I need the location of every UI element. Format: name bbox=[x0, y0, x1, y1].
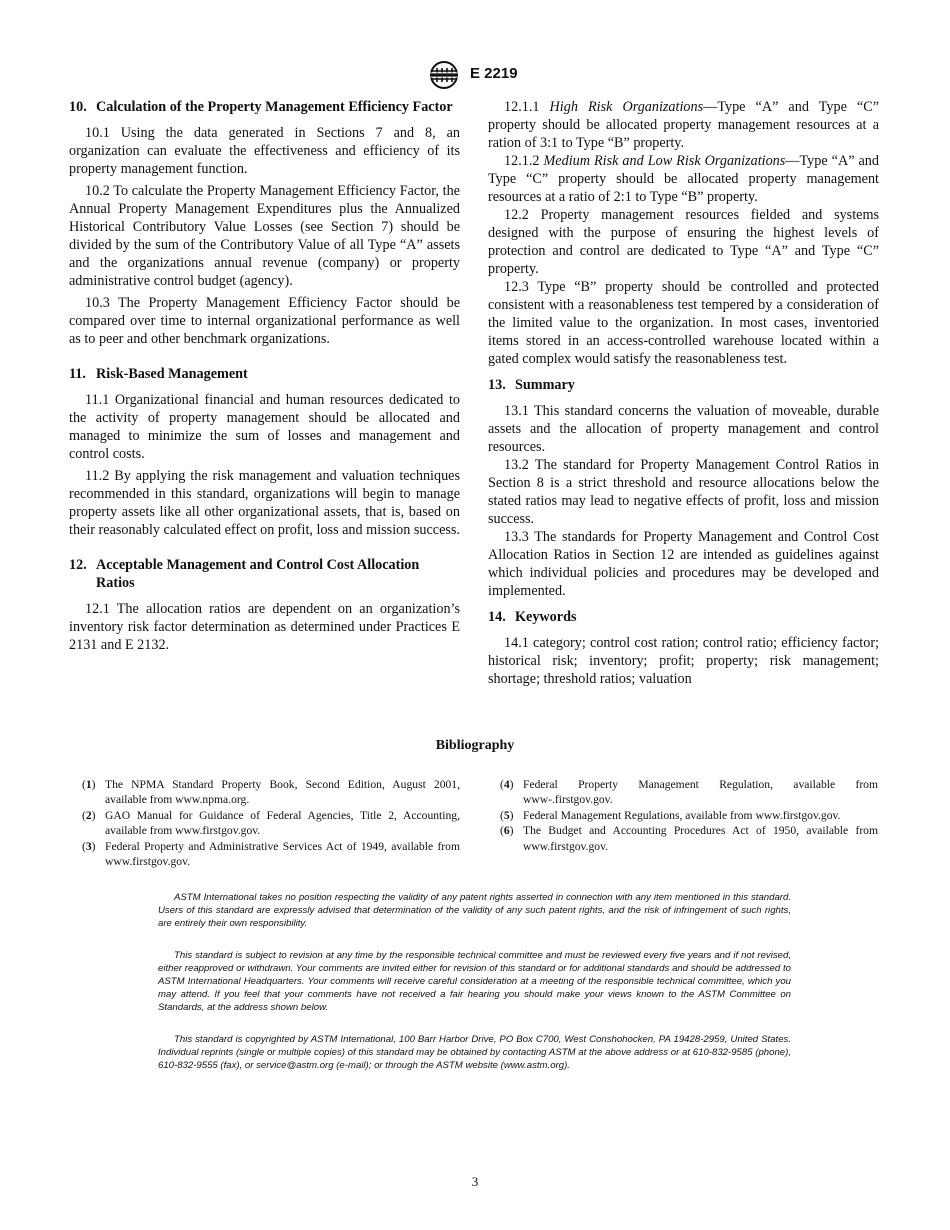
paragraph-12-1-2: 12.1.2 Medium Risk and Low Risk Organizations—Type “A” and Type “C” property should be allocated property management resources at a ratio of 2:1 to Type “B” property. bbox=[488, 153, 879, 205]
section-14-heading: 14. Keywords bbox=[488, 609, 577, 625]
section-10-heading: 10. Calculation of the Property Management Efficiency Factor bbox=[69, 99, 453, 115]
section-11-heading: 11. Risk-Based Management bbox=[69, 366, 248, 382]
paragraph-11-2: 11.2 By applying the risk management and valuation techniques recommended in this standard, organizations will begin to manage property assets like all other organizational assets, that is, based on their reasonably calculated effect on profit, loss and mission success. bbox=[69, 468, 460, 538]
page-number: 3 bbox=[471, 1174, 479, 1189]
paragraph-10-1: 10.1 Using the data generated in Sections 7 and 8, an organization can evaluate the effectiveness and efficiency of its property management function. bbox=[69, 125, 460, 177]
paragraph-14-1: 14.1 category; control cost ration; control ratio; efficiency factor; historical risk; inventory; profit; property; risk management; shortage; threshold ratios; valuation bbox=[488, 635, 879, 687]
bibliography-item: (6) The Budget and Accounting Procedures Act of 1950, available from www.firstgov.gov. bbox=[500, 824, 878, 853]
section-13-heading: 13. Summary bbox=[488, 377, 575, 393]
bibliography-item: (4) Federal Property Management Regulation, available from www-.firstgov.gov. bbox=[500, 778, 878, 807]
paragraph-13-3: 13.3 The standards for Property Management and Control Cost Allocation Ratios in Section 12 are intended as guidelines against which individual policies and procedures may be developed and implemented. bbox=[488, 529, 879, 599]
paragraph-12-3: 12.3 Type “B” property should be controlled and protected consistent with a reasonableness test tempered by a consideration of the limited value to the organization. In most cases, inventoried items stored in an access-controlled warehouse located within a gated complex would satisfy the reasonableness test. bbox=[488, 279, 879, 367]
standard-designation: E 2219 bbox=[470, 65, 518, 82]
right-column bbox=[488, 98, 879, 688]
patent-notice: ASTM International takes no position respecting the validity of any patent rights asserted in connection with any item mentioned in this standard. Users of this standard are expressly advised that determination of the validity of any such patent rights, and the risk of infringement of such rights, are entirely their own responsibility. bbox=[158, 892, 791, 929]
bibliography-right-column bbox=[500, 777, 878, 854]
section-12-heading: 12. Acceptable Management and Control Cost Allocation Ratios bbox=[69, 557, 420, 591]
paragraph-12-1: 12.1 The allocation ratios are dependent on an organization’s inventory risk factor determination as determined under Practices E 2131 and E 2132. bbox=[69, 601, 460, 653]
paragraph-11-1: 11.1 Organizational financial and human resources dedicated to the activity of property management should be allocated and managed to minimize the sum of losses and management and control costs. bbox=[69, 392, 460, 462]
revision-notice: This standard is subject to revision at any time by the responsible technical committee and must be reviewed every five years and if not revised, either reapproved or withdrawn. Your comments are invited either for revision of this standard or for additional standards and should be addressed to ASTM International Headquarters. Your comments will receive careful consideration at a meeting of the responsible technical committee, which you may attend. If you feel that your comments have not received a fair hearing you should make your views known to the ASTM Committee on Standards, at the address shown below. bbox=[158, 950, 791, 1013]
paragraph-13-1: 13.1 This standard concerns the valuation of moveable, durable assets and the allocation of property management and control resources. bbox=[488, 403, 879, 455]
paragraph-12-1-1: 12.1.1 High Risk Organizations—Type “A” and Type “C” property should be allocated property management resources at a ration of 3:1 to Type “B” property. bbox=[488, 99, 879, 151]
bibliography-item: (3) Federal Property and Administrative Services Act of 1949, available from www.firstgov.gov. bbox=[82, 839, 460, 869]
left-column bbox=[69, 98, 460, 654]
bibliography-item: (1) The NPMA Standard Property Book, Second Edition, August 2001, available from www.npma.org. bbox=[82, 778, 460, 807]
bibliography-left-column bbox=[82, 777, 460, 869]
copyright-notice: This standard is copyrighted by ASTM International, 100 Barr Harbor Drive, PO Box C700, West Conshohocken, PA 19428-2959, United States. Individual reprints (single or multiple copies) of this standard may be obtained by contacting ASTM at the above address or at 610-832-9585 (phone), 610-832-9555 (fax), or service@astm.org (e-mail); or through the ASTM website (www.astm.org). bbox=[158, 1034, 791, 1071]
bibliography-item: (2) GAO Manual for Guidance of Federal Agencies, Title 2, Accounting, available from www.firstgov.gov. bbox=[82, 808, 460, 838]
page-header bbox=[0, 60, 950, 90]
astm-logo-icon bbox=[426, 60, 462, 90]
paragraph-12-2: 12.2 Property management resources fielded and systems designed with the purpose of ensuring the highest levels of protection and control are dedicated to Type “A” and Type “C” property. bbox=[488, 207, 879, 277]
paragraph-13-2: 13.2 The standard for Property Management Control Ratios in Section 8 is a strict threshold and resource allocations below the stated ratios may lead to negative effects of profit, loss and mission success. bbox=[488, 457, 879, 527]
bibliography-heading: Bibliography bbox=[435, 738, 515, 753]
paragraph-10-3: 10.3 The Property Management Efficiency Factor should be compared over time to internal organizational performance as well as to peer and other benchmark organizations. bbox=[69, 295, 460, 347]
paragraph-10-2: 10.2 To calculate the Property Management Efficiency Factor, the Annual Property Management Expenditures plus the Annualized Historical Contributory Value Losses (see Section 7) should be divided by the sum of the Contributory Value of all Type “A” assets and the organizations annual revenue (company) or property administrative control budget (agency). bbox=[69, 183, 460, 289]
bibliography-item: (5) Federal Management Regulations, available from www.firstgov.gov. bbox=[500, 808, 841, 822]
